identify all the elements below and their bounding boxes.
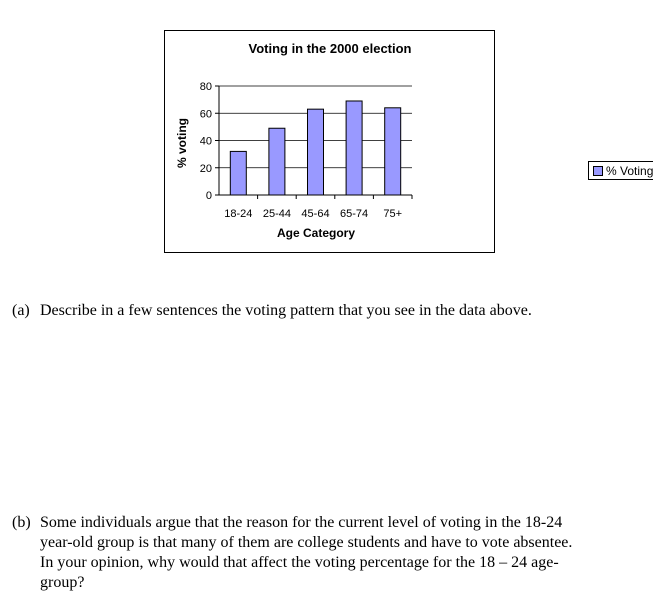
question-b-line: Some individuals argue that the reason for the current level of voting in the 18-24 bbox=[40, 514, 563, 531]
x-tick-label: 18-24 bbox=[224, 208, 253, 220]
y-tick-label: 80 bbox=[199, 81, 212, 93]
question-a-text: Describe in a few sentences the voting pattern that you see in the data above. bbox=[40, 302, 532, 319]
y-tick-label: 60 bbox=[199, 108, 212, 121]
legend-label: % Voting bbox=[606, 163, 653, 178]
chart-svg bbox=[165, 31, 496, 254]
y-tick-label: 0 bbox=[205, 190, 212, 202]
bar bbox=[308, 109, 324, 195]
bar bbox=[230, 151, 246, 195]
legend bbox=[588, 161, 653, 180]
bar bbox=[385, 108, 401, 195]
bar bbox=[346, 101, 362, 195]
y-tick-label: 40 bbox=[199, 135, 212, 148]
chart-title: Voting in the 2000 election bbox=[248, 41, 412, 56]
question-a-label: (a) bbox=[12, 302, 30, 319]
x-tick-label: 75+ bbox=[383, 208, 403, 220]
y-tick-label: 20 bbox=[199, 162, 212, 175]
x-tick-label: 65-74 bbox=[340, 208, 369, 220]
bar bbox=[269, 128, 285, 195]
chart bbox=[164, 30, 653, 253]
question-b-line: year-old group is that many of them are college students and have to vote absentee. bbox=[40, 534, 573, 551]
question-a bbox=[12, 301, 642, 321]
question-b bbox=[12, 513, 642, 593]
x-axis-label: Age Category bbox=[276, 226, 356, 240]
y-axis-label: % voting bbox=[175, 118, 189, 168]
question-b-label: (b) bbox=[12, 514, 31, 531]
question-b-line: In your opinion, why would that affect the voting percentage for the 18 – 24 age- bbox=[40, 554, 559, 571]
legend-swatch bbox=[593, 166, 603, 176]
x-tick-label: 25-44 bbox=[262, 208, 291, 220]
question-b-line: group? bbox=[40, 574, 85, 591]
x-tick-label: 45-64 bbox=[301, 208, 330, 220]
